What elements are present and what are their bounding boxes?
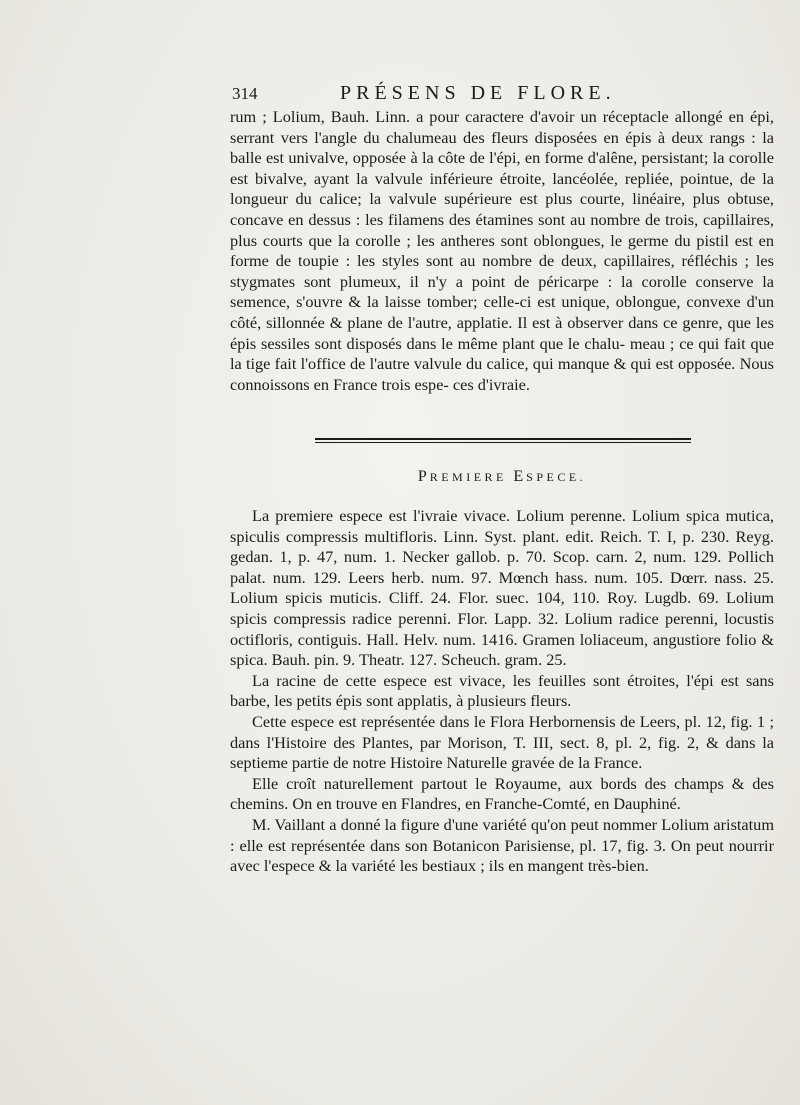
- genus-description: [230, 107, 774, 395]
- page-number: 314: [232, 84, 258, 103]
- description-paragraph-2: Cette espece est représentée dans le Flora Herbornensis de Leers, pl. 12, fig. 1 ; dans l'Histoire des Plantes, par Morison, T. III, sect. 8, pl. 2, fig. 2, & dans la septieme partie de notre Histoire Naturelle gravée de la France.: [230, 711, 774, 773]
- section-rule-thin: [315, 442, 691, 443]
- description-paragraph-4: M. Vaillant a donné la figure d'une variété qu'on peut nommer Lolium aristatum : elle est représentée dans son Botanicon Parisiense, pl. 17, fig. 3. On peut nourrir avec l'espece & la variété les bestiaux ; ils en mangent très-bien.: [230, 814, 774, 876]
- section-rule: [315, 438, 691, 440]
- genus-paragraph: rum ; Lolium, Bauh. Linn. a pour caractere d'avoir un réceptacle allongé en épi, serrant vers l'angle du chalumeau des fleurs disposées en épis à deux rangs : la balle est univalve, opposée à la côte de l'épi, en forme d'alêne, persistant; la corolle est bivalve, ayant la valvule inférieure étroite, lancéolée, repliée, pointue, de la longueur du calice; la valvule supérieure est plus courte, linéaire, plus obtuse, concave en dessus : les filamens des étamines sont au nombre de trois, capillaires, plus courts que la corolle ; les antheres sont oblongues, le germe du pistil est en forme de toupie : les styles sont au nombre de deux, capillaires, réfléchis ; les stygmates sont plumeux, il n'y a point de péricarpe : la corolle conserve la semence, s'ouvre & la laisse tomber; celle-ci est unique, oblongue, convexe d'un côté, sillonnée & plane de l'autre, applatie. Il est à observer dans ce genre, que les épis sessiles sont disposés dans le même plant que le chalu- meau ; ce qui fait que la tige fait l'office de l'autre valvule du calice, qui manque & qui est opposée. Nous connoissons en France trois espe- ces d'ivraie.: [230, 107, 774, 394]
- description-paragraph-1: La racine de cette espece est vivace, les feuilles sont étroites, l'épi est sans barbe, les petits épis sont applatis, à plusieurs fleurs.: [230, 670, 774, 711]
- description-paragraph-3: Elle croît naturellement partout le Royaume, aux bords des champs & des chemins. On en trouve en Flandres, en Franche-Comté, en Dauphiné.: [230, 773, 774, 814]
- species-heading: PREMIERE ESPECE.: [417, 468, 587, 485]
- species-description: [230, 506, 774, 877]
- synonymy-paragraph: La premiere espece est l'ivraie vivace. Lolium perenne. Lolium spica mutica, spiculis compressis multifloris. Linn. Syst. plant. edit. Reich. T. I, p. 230. Reyg. gedan. 1, p. 47, num. 1. Necker gallob. p. 70. Scop. carn. 2, num. 129. Pollich palat. num. 129. Leers herb. num. 97. Mœnch hass. num. 105. Dœrr. nass. 25. Lolium spicis muticis. Cliff. 24. Flor. suec. 104, 110. Roy. Lugdb. 69. Lolium spicis compressis radice perenni. Flor. Lapp. 32. Lolium radice perenni, locustis octifloris, contiguis. Hall. Helv. num. 1416. Gramen loliaceum, angustiore folio & spica. Bauh. pin. 9. Theatr. 127. Scheuch. gram. 25.: [230, 506, 774, 670]
- running-title: PRÉSENS DE FLORE.: [340, 82, 616, 104]
